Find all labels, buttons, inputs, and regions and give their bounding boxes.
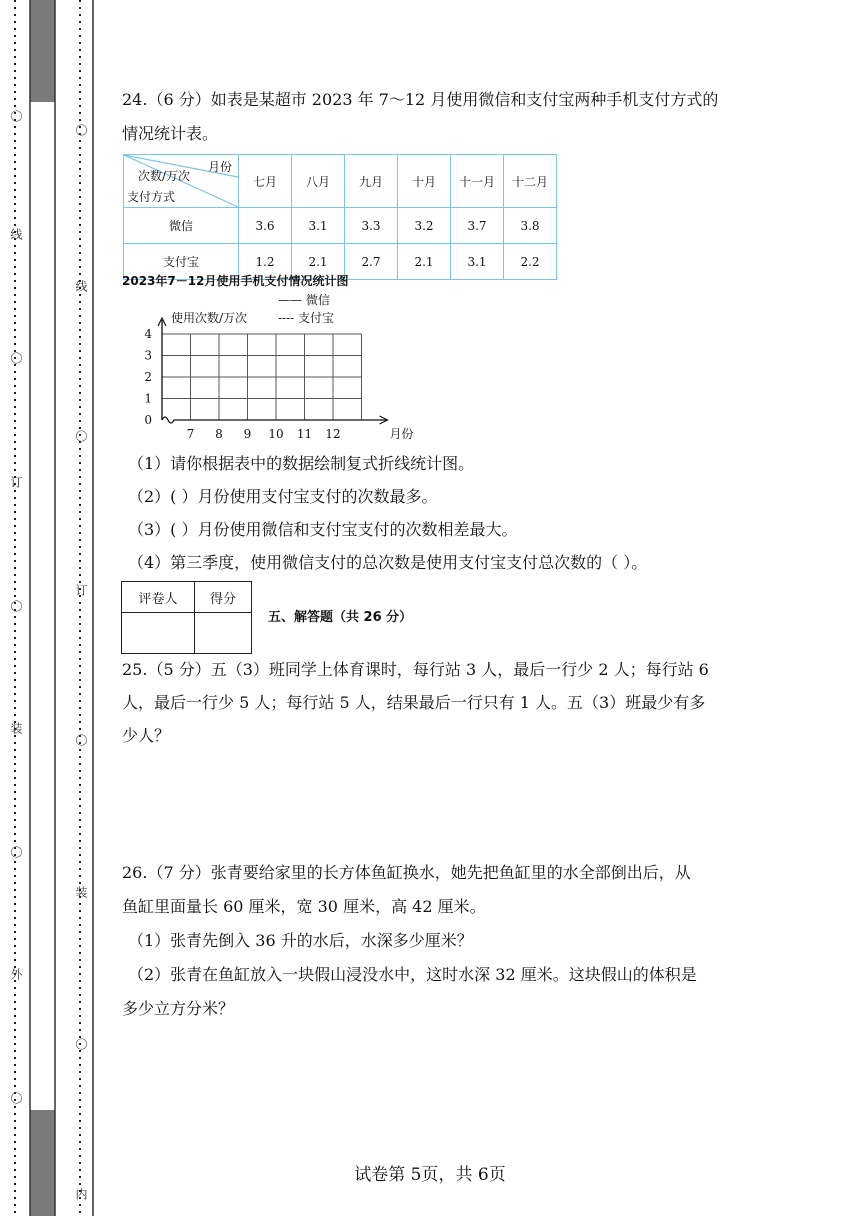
table-row-label: 微信 <box>124 208 239 244</box>
q24-sub2: （2）( ）月份使用支付宝支付的次数最多。 <box>128 487 438 506</box>
outer-label-xian: 线 <box>9 228 23 241</box>
legend-alipay: ---- 支付宝 <box>278 311 335 325</box>
page-footer: 试卷第 5页，共 6页 <box>354 1165 506 1185</box>
corner-label-month: 月份 <box>207 160 232 174</box>
table-cell: 3.3 <box>345 208 398 244</box>
table-header-row <box>124 155 557 208</box>
inner-circle-3: 〇 <box>74 734 88 747</box>
score-cell[interactable] <box>195 613 252 654</box>
q25-line3: 少人？ <box>122 726 171 745</box>
payment-stats-table <box>123 154 557 280</box>
y-tick-label: 0 <box>144 413 152 427</box>
q25-line1: 25.（5 分）五（3）班同学上体育课时，每行站 3 人，最后一行少 2 人；每行站 6 <box>122 660 709 679</box>
q26-sub2-line2: 多少立方分米？ <box>122 999 235 1018</box>
section5-title: 五、解答题（共 26 分） <box>268 610 413 625</box>
y-axis-label: 使用次数/万次 <box>171 311 248 325</box>
x-axis <box>162 417 388 423</box>
x-tick-label: 12 <box>325 427 341 441</box>
q26-sub1: （1）张青先倒入 36 升的水后，水深多少厘米？ <box>128 931 473 950</box>
table-cell: 3.6 <box>239 208 292 244</box>
binding-margin <box>0 0 96 1216</box>
table-cell: 2.1 <box>398 244 451 280</box>
outer-circle-4: 〇 <box>9 846 23 859</box>
score-label: 得分 <box>195 582 252 613</box>
inner-label-zhuang: 装 <box>74 886 88 899</box>
grader-box <box>121 581 252 654</box>
q24-sub4: （4）第三季度，使用微信支付的总次数是使用支付宝支付总次数的（ ）。 <box>128 553 648 572</box>
y-tick-label: 3 <box>144 348 152 363</box>
x-axis-label: 月份 <box>389 427 414 441</box>
y-tick-label: 2 <box>144 370 152 384</box>
table-cell: 2.7 <box>345 244 398 280</box>
corner-label-method: 支付方式 <box>127 190 176 204</box>
y-tick-label: 1 <box>144 391 152 406</box>
inner-label-ding: 订 <box>74 584 88 597</box>
table-month-header: 七月 <box>239 155 292 208</box>
q24-sub1: （1）请你根据表中的数据绘制复式折线统计图。 <box>128 454 475 473</box>
q26-sub2-line1: （2）张青在鱼缸放入一块假山浸没水中，这时水深 32 厘米。这块假山的体积是 <box>128 965 697 984</box>
table-cell: 2.1 <box>292 244 345 280</box>
q24-stem-line2: 情况统计表。 <box>122 124 219 143</box>
table-corner-cell <box>124 155 239 208</box>
y-tick-label: 4 <box>144 327 152 341</box>
grader-label: 评卷人 <box>122 582 195 613</box>
table-month-header: 十一月 <box>451 155 504 208</box>
q26-line2: 鱼缸里面量长 60 厘米，宽 30 厘米，高 42 厘米。 <box>122 897 486 916</box>
table-month-header: 十月 <box>398 155 451 208</box>
x-tick-label: 11 <box>296 427 313 441</box>
table-row <box>124 208 557 244</box>
outer-circle-1: 〇 <box>9 110 23 123</box>
table-month-header: 八月 <box>292 155 345 208</box>
table-month-header: 十二月 <box>504 155 557 208</box>
table-cell: 3.1 <box>292 208 345 244</box>
table-cell: 3.7 <box>451 208 504 244</box>
corner-label-count: 次数/万次 <box>138 169 191 183</box>
outer-circle-2: 〇 <box>9 352 23 365</box>
grader-signature-cell[interactable] <box>122 613 195 654</box>
x-tick-label: 9 <box>243 427 252 441</box>
table-cell: 3.1 <box>451 244 504 280</box>
q24-stem-line1: 24.（6 分）如表是某超市 2023 年 7～12 月使用微信和支付宝两种手机支付方式的 <box>122 90 719 109</box>
table-cell: 3.2 <box>398 208 451 244</box>
x-tick-label: 7 <box>186 427 195 441</box>
outer-label-wai: 外 <box>9 968 23 981</box>
x-tick-label: 10 <box>268 427 284 441</box>
table-month-header: 九月 <box>345 155 398 208</box>
outer-label-ding: 订 <box>9 476 23 489</box>
x-tick-label: 8 <box>215 427 223 441</box>
table-cell: 2.2 <box>504 244 557 280</box>
table-row-label: 支付宝 <box>124 244 239 280</box>
q24-sub3: （3）( ）月份使用微信和支付宝支付的次数相差最大。 <box>128 520 518 539</box>
q25-line2: 人，最后一行少 5 人；每行站 5 人，结果最后一行只有 1 人。五（3）班最少有多 <box>122 693 706 712</box>
line-chart <box>140 292 414 442</box>
inner-circle-1: 〇 <box>74 124 88 137</box>
legend-wechat: —— 微信 <box>278 293 330 307</box>
chart-title: 2023年7－12月使用手机支付情况统计图 <box>122 274 349 288</box>
outer-circle-5: 〇 <box>9 1092 23 1105</box>
inner-label-nei: 内 <box>74 1188 88 1201</box>
inner-label-xian: 线 <box>74 280 88 293</box>
outer-label-zhuang: 装 <box>9 722 23 735</box>
outer-circle-3: 〇 <box>9 600 23 613</box>
inner-circle-2: 〇 <box>74 430 88 443</box>
table-cell: 3.8 <box>504 208 557 244</box>
inner-circle-4: 〇 <box>74 1038 88 1051</box>
q26-line1: 26.（7 分）张青要给家里的长方体鱼缸换水，她先把鱼缸里的水全部倒出后，从 <box>122 863 691 882</box>
table-cell: 1.2 <box>239 244 292 280</box>
